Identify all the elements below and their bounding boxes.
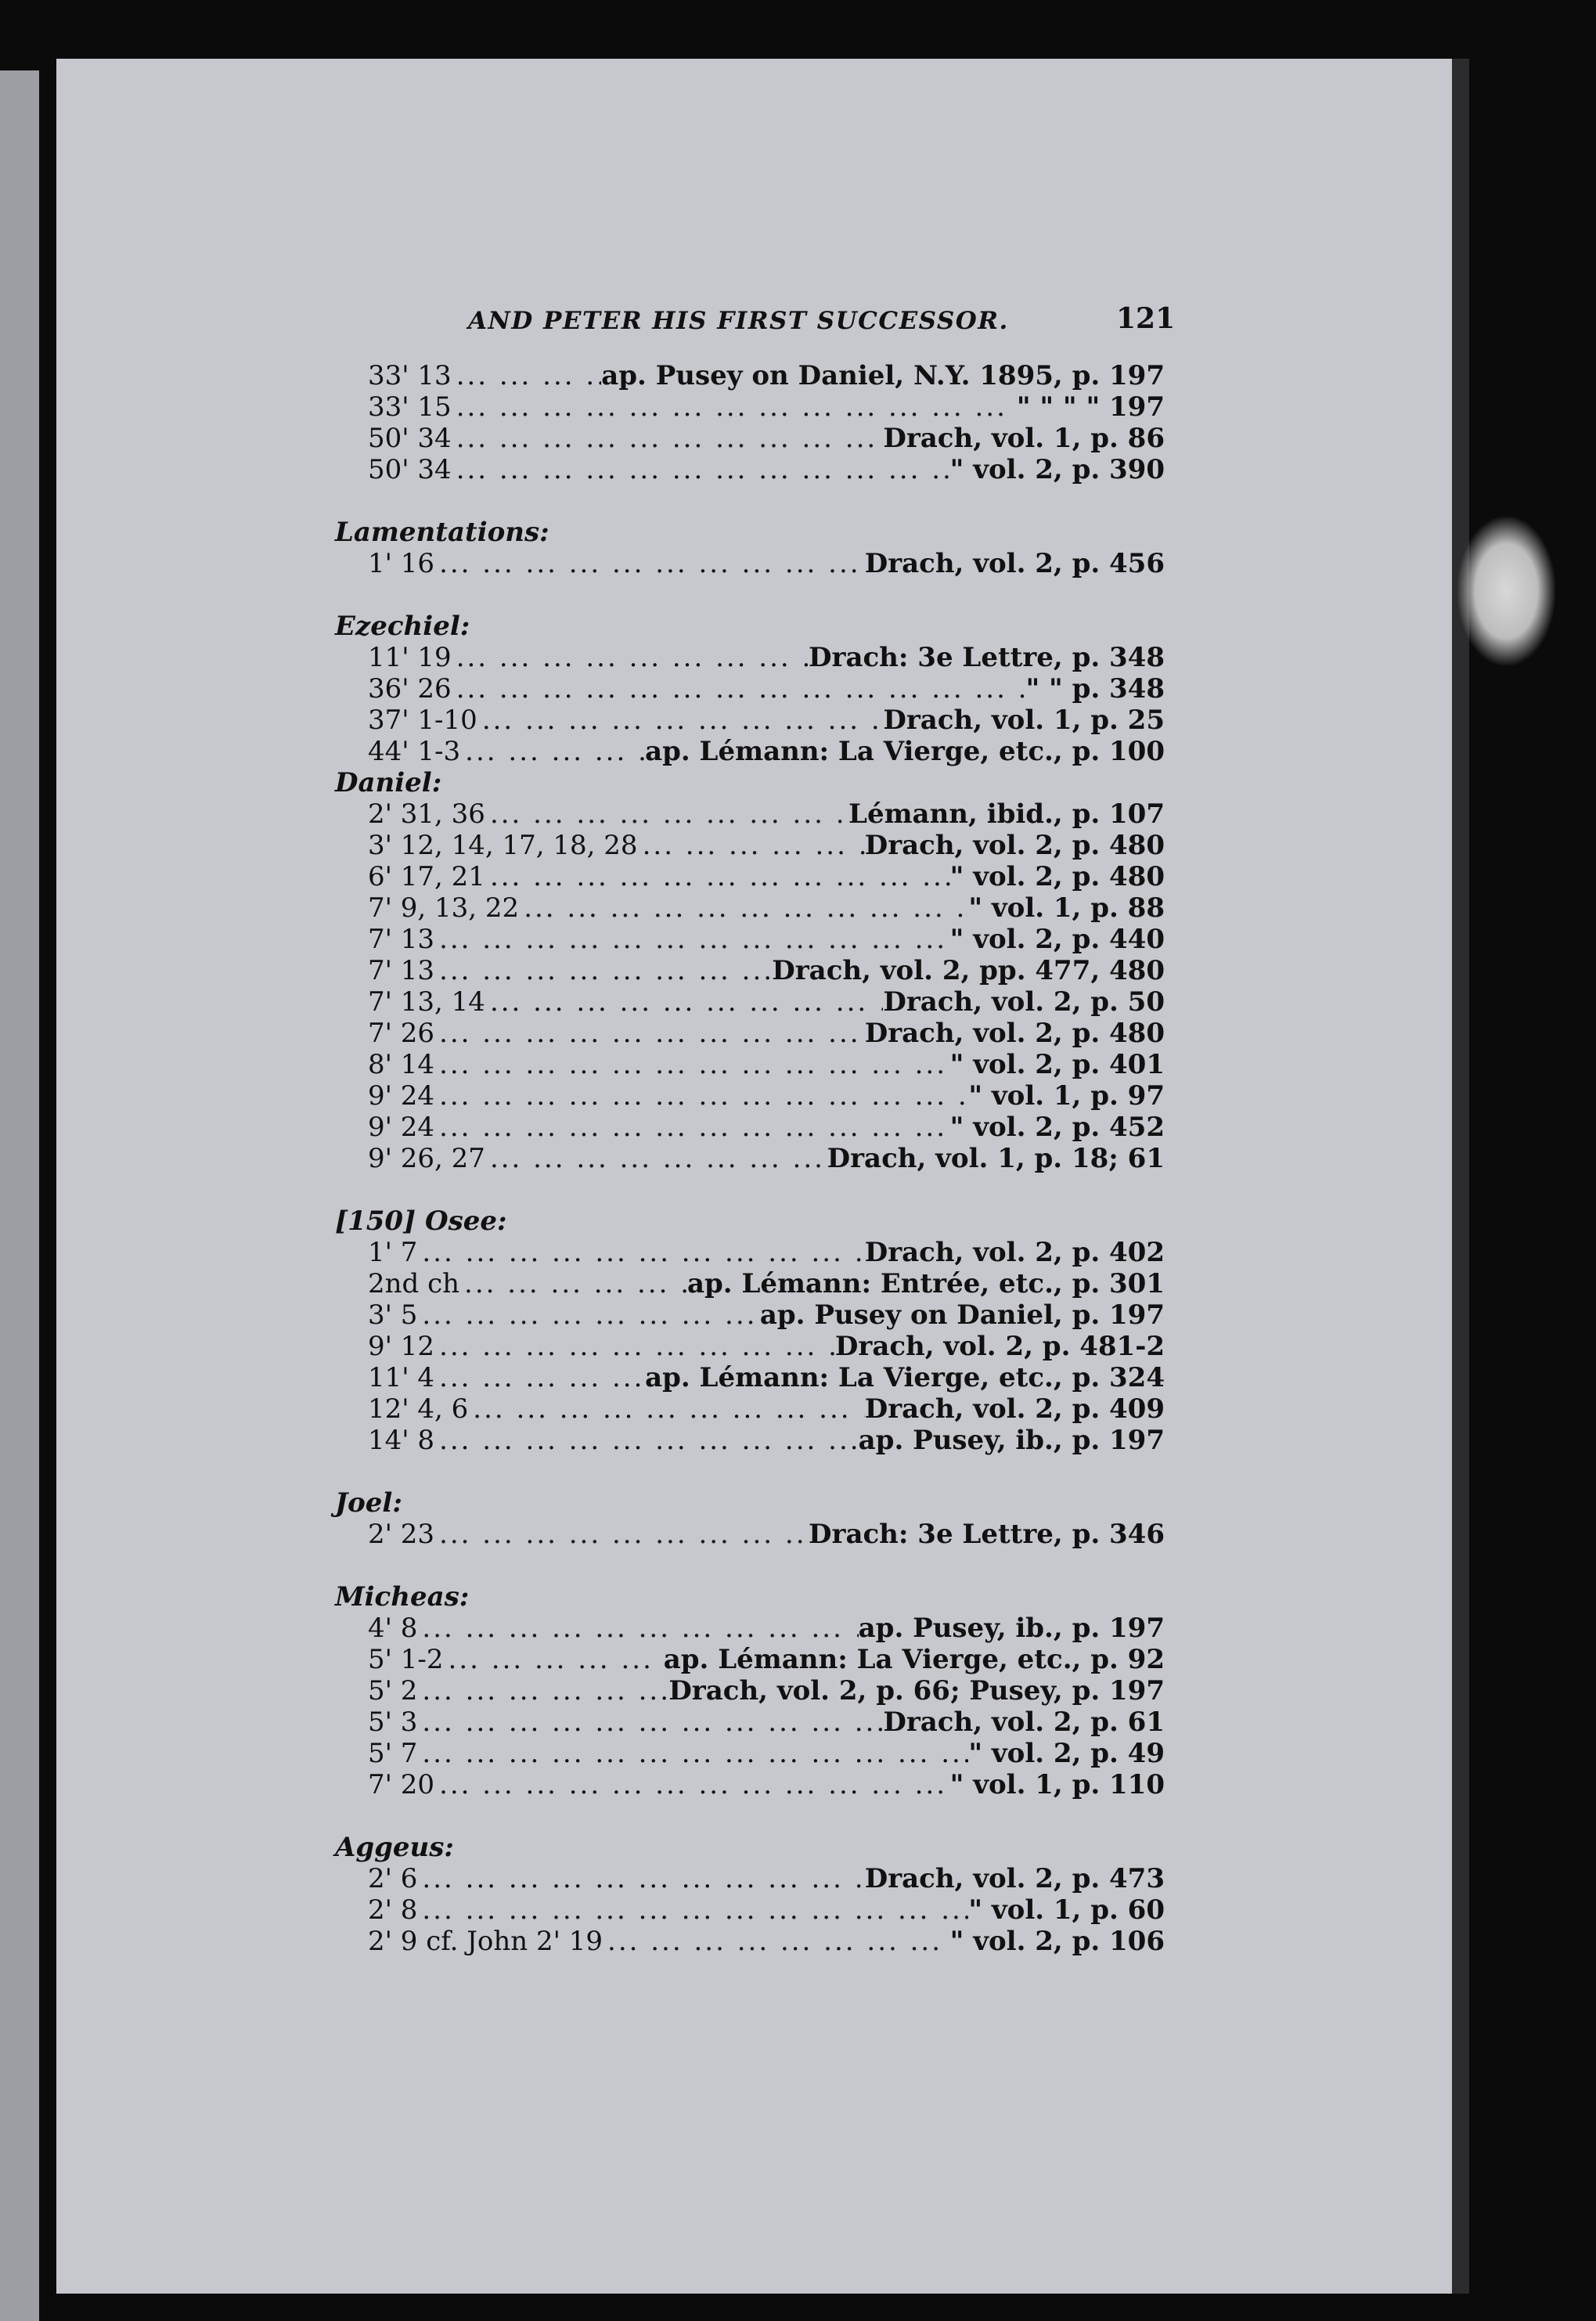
- leader-dots: [417, 1707, 883, 1738]
- source-citation: " vol. 2, p. 440: [949, 924, 1165, 955]
- index-entry: [335, 642, 1165, 673]
- source-citation: " vol. 2, p. 390: [949, 454, 1165, 485]
- index-entry: [335, 736, 1165, 767]
- index-entry: [335, 861, 1165, 892]
- verse-reference: 8' 14: [368, 1049, 435, 1080]
- verse-reference: 44' 1-3: [368, 736, 461, 767]
- verse-reference: 50' 34: [368, 423, 452, 454]
- source-citation: " vol. 1, p. 110: [949, 1769, 1165, 1800]
- leader-dots: [417, 1237, 864, 1268]
- verse-reference: 7' 13: [368, 955, 435, 986]
- leader-dots: [452, 360, 602, 391]
- source-citation: Drach, vol. 1, p. 18; 61: [827, 1143, 1165, 1174]
- verse-reference: 2' 6: [368, 1863, 418, 1894]
- index-entry: [335, 1675, 1165, 1707]
- source-citation: ap. Lémann: Entrée, etc., p. 301: [686, 1268, 1165, 1299]
- source-citation: Drach, vol. 2, p. 480: [864, 830, 1165, 861]
- verse-reference: 3' 5: [368, 1299, 418, 1331]
- paper-scrap: [1457, 517, 1555, 665]
- source-citation: " vol. 2, p. 106: [949, 1926, 1165, 1957]
- index-entry: [335, 1644, 1165, 1675]
- leader-dots: [434, 1331, 835, 1362]
- leader-dots: [485, 798, 848, 830]
- verse-reference: 1' 16: [368, 548, 435, 579]
- leader-dots: [452, 423, 884, 454]
- index-entry: [335, 1926, 1165, 1957]
- leader-dots: [417, 1863, 864, 1894]
- index-entry: [335, 1080, 1165, 1112]
- index-entry: [335, 1237, 1165, 1268]
- index-entry: [335, 1519, 1165, 1550]
- index-entry: [335, 548, 1165, 579]
- source-citation: Drach, vol. 2, p. 473: [864, 1863, 1165, 1894]
- index-entry: [335, 1738, 1165, 1769]
- verse-reference: 14' 8: [368, 1425, 435, 1456]
- leader-dots: [434, 1425, 859, 1456]
- index-entry: [335, 1268, 1165, 1299]
- index-entry: [335, 423, 1165, 454]
- source-citation: " " " " 197: [1016, 391, 1165, 423]
- index-entry: [335, 1863, 1165, 1894]
- leader-dots: [434, 548, 865, 579]
- leader-dots: [638, 830, 865, 861]
- leader-dots: [434, 1519, 809, 1550]
- source-citation: ap. Lémann: La Vierge, etc., p. 324: [645, 1362, 1165, 1393]
- leader-dots: [460, 736, 645, 767]
- section-spacer: [335, 1456, 1165, 1487]
- index-entry: [335, 1894, 1165, 1926]
- verse-reference: 11' 4: [368, 1362, 435, 1393]
- index-entry: [335, 1331, 1165, 1362]
- source-citation: Drach, vol. 2, p. 480: [864, 1018, 1165, 1049]
- verse-reference: 50' 34: [368, 454, 452, 485]
- leader-dots: [452, 673, 1026, 705]
- verse-reference: 6' 17, 21: [368, 861, 485, 892]
- verse-reference: 5' 1-2: [368, 1644, 444, 1675]
- adjacent-page-edge: [0, 70, 39, 2321]
- leader-dots: [459, 1268, 687, 1299]
- verse-reference: 9' 12: [368, 1331, 435, 1362]
- index-entry: [335, 1707, 1165, 1738]
- verse-reference: 33' 13: [368, 360, 452, 391]
- section-spacer: [335, 485, 1165, 517]
- source-citation: Drach, vol. 1, p. 25: [883, 705, 1165, 736]
- index-entry: [335, 1362, 1165, 1393]
- source-citation: " vol. 1, p. 88: [968, 892, 1165, 924]
- verse-reference: 7' 20: [368, 1769, 435, 1800]
- page-shadow-edge: [1452, 59, 1469, 2294]
- leader-dots: [452, 391, 1017, 423]
- verse-reference: 9' 24: [368, 1080, 435, 1112]
- source-citation: " vol. 2, p. 452: [949, 1112, 1165, 1143]
- source-citation: " vol. 2, p. 480: [949, 861, 1165, 892]
- source-citation: ap. Pusey, ib., p. 197: [858, 1613, 1165, 1644]
- verse-reference: 2' 23: [368, 1519, 435, 1550]
- index-entry: [335, 1143, 1165, 1174]
- leader-dots: [417, 1613, 858, 1644]
- section-title: Micheas:: [335, 1581, 470, 1613]
- source-citation: ap. Pusey on Daniel, N.Y. 1895, p. 197: [601, 360, 1165, 391]
- source-citation: Drach, vol. 2, p. 402: [864, 1237, 1165, 1268]
- leader-dots: [434, 924, 950, 955]
- leader-dots: [519, 892, 968, 924]
- section-title: [150] Osee:: [335, 1206, 507, 1237]
- section-title: Aggeus:: [335, 1832, 454, 1863]
- index-entry: [335, 1112, 1165, 1143]
- index-entry: [335, 955, 1165, 986]
- section-title: Daniel:: [335, 767, 442, 798]
- leader-dots: [485, 986, 883, 1018]
- section-spacer: [335, 1800, 1165, 1832]
- index-entry: [335, 1049, 1165, 1080]
- index-entry: [335, 1425, 1165, 1456]
- verse-reference: 37' 1-10: [368, 705, 477, 736]
- verse-reference: 5' 3: [368, 1707, 418, 1738]
- index-entry: [335, 1769, 1165, 1800]
- source-citation: " vol. 1, p. 60: [968, 1894, 1165, 1926]
- verse-reference: 7' 26: [368, 1018, 435, 1049]
- source-citation: Drach, vol. 2, p. 409: [864, 1393, 1165, 1425]
- source-citation: " vol. 2, p. 401: [949, 1049, 1165, 1080]
- verse-reference: 3' 12, 14, 17, 18, 28: [368, 830, 638, 861]
- source-citation: Drach, vol. 1, p. 86: [883, 423, 1165, 454]
- verse-reference: 36' 26: [368, 673, 452, 705]
- verse-reference: 7' 13: [368, 924, 435, 955]
- scripture-index: [335, 360, 1165, 1957]
- source-citation: Lémann, ibid., p. 107: [848, 798, 1165, 830]
- index-entry: [335, 1393, 1165, 1425]
- verse-reference: 2' 8: [368, 1894, 418, 1926]
- verse-reference: 9' 26, 27: [368, 1143, 485, 1174]
- index-entry: [335, 705, 1165, 736]
- leader-dots: [485, 1143, 827, 1174]
- index-entry: [335, 798, 1165, 830]
- verse-reference: 9' 24: [368, 1112, 435, 1143]
- index-entry: [335, 454, 1165, 485]
- index-entry: [335, 1018, 1165, 1049]
- verse-reference: 33' 15: [368, 391, 452, 423]
- index-entry: [335, 830, 1165, 861]
- leader-dots: [434, 1049, 950, 1080]
- source-citation: " vol. 2, p. 49: [968, 1738, 1165, 1769]
- leader-dots: [417, 1675, 668, 1707]
- leader-dots: [477, 705, 884, 736]
- leader-dots: [417, 1738, 968, 1769]
- source-citation: Drach, vol. 2, p. 456: [864, 548, 1165, 579]
- verse-reference: 5' 2: [368, 1675, 418, 1707]
- section-spacer: [335, 1174, 1165, 1206]
- source-citation: ap. Pusey on Daniel, p. 197: [759, 1299, 1165, 1331]
- leader-dots: [468, 1393, 864, 1425]
- verse-reference: 11' 19: [368, 642, 452, 673]
- verse-reference: 1' 7: [368, 1237, 418, 1268]
- leader-dots: [434, 1018, 865, 1049]
- index-entry: [335, 391, 1165, 423]
- leader-dots: [434, 1769, 950, 1800]
- section-title: Ezechiel:: [335, 611, 470, 642]
- verse-reference: 2' 31, 36: [368, 798, 485, 830]
- leader-dots: [444, 1644, 664, 1675]
- verse-reference: 12' 4, 6: [368, 1393, 469, 1425]
- verse-reference: 2' 9 cf. John 2' 19: [368, 1926, 603, 1957]
- source-citation: " " p. 348: [1025, 673, 1165, 705]
- source-citation: " vol. 1, p. 97: [968, 1080, 1165, 1112]
- verse-reference: 2nd ch: [368, 1268, 460, 1299]
- index-entry: [335, 892, 1165, 924]
- index-entry: [335, 986, 1165, 1018]
- source-citation: ap. Pusey, ib., p. 197: [858, 1425, 1165, 1456]
- source-citation: Drach, vol. 2, p. 50: [883, 986, 1165, 1018]
- leader-dots: [434, 1112, 950, 1143]
- leader-dots: [452, 642, 809, 673]
- source-citation: Drach: 3e Lettre, p. 346: [809, 1519, 1165, 1550]
- source-citation: Drach, vol. 2, p. 61: [883, 1707, 1165, 1738]
- leader-dots: [452, 454, 950, 485]
- leader-dots: [417, 1894, 968, 1926]
- page-number: 121: [1116, 302, 1176, 335]
- index-entry: [335, 1299, 1165, 1331]
- section-spacer: [335, 579, 1165, 611]
- index-entry: [335, 673, 1165, 705]
- verse-reference: 5' 7: [368, 1738, 418, 1769]
- index-entry: [335, 360, 1165, 391]
- source-citation: ap. Lémann: La Vierge, etc., p. 92: [663, 1644, 1165, 1675]
- leader-dots: [485, 861, 950, 892]
- verse-reference: 7' 9, 13, 22: [368, 892, 520, 924]
- leader-dots: [434, 1362, 645, 1393]
- leader-dots: [434, 955, 772, 986]
- source-citation: Drach, vol. 2, p. 481-2: [834, 1331, 1165, 1362]
- index-entry: [335, 1613, 1165, 1644]
- section-title: Joel:: [335, 1487, 402, 1519]
- leader-dots: [603, 1926, 950, 1957]
- source-citation: Drach: 3e Lettre, p. 348: [809, 642, 1165, 673]
- verse-reference: 4' 8: [368, 1613, 418, 1644]
- section-title: Lamentations:: [335, 517, 549, 548]
- leader-dots: [434, 1080, 968, 1112]
- leader-dots: [417, 1299, 759, 1331]
- running-header: AND PETER HIS FIRST SUCCESSOR.: [468, 307, 1009, 335]
- source-citation: Drach, vol. 2, p. 66; Pusey, p. 197: [668, 1675, 1165, 1707]
- source-citation: Drach, vol. 2, pp. 477, 480: [772, 955, 1165, 986]
- source-citation: ap. Lémann: La Vierge, etc., p. 100: [645, 736, 1165, 767]
- verse-reference: 7' 13, 14: [368, 986, 485, 1018]
- index-entry: [335, 924, 1165, 955]
- section-spacer: [335, 1550, 1165, 1581]
